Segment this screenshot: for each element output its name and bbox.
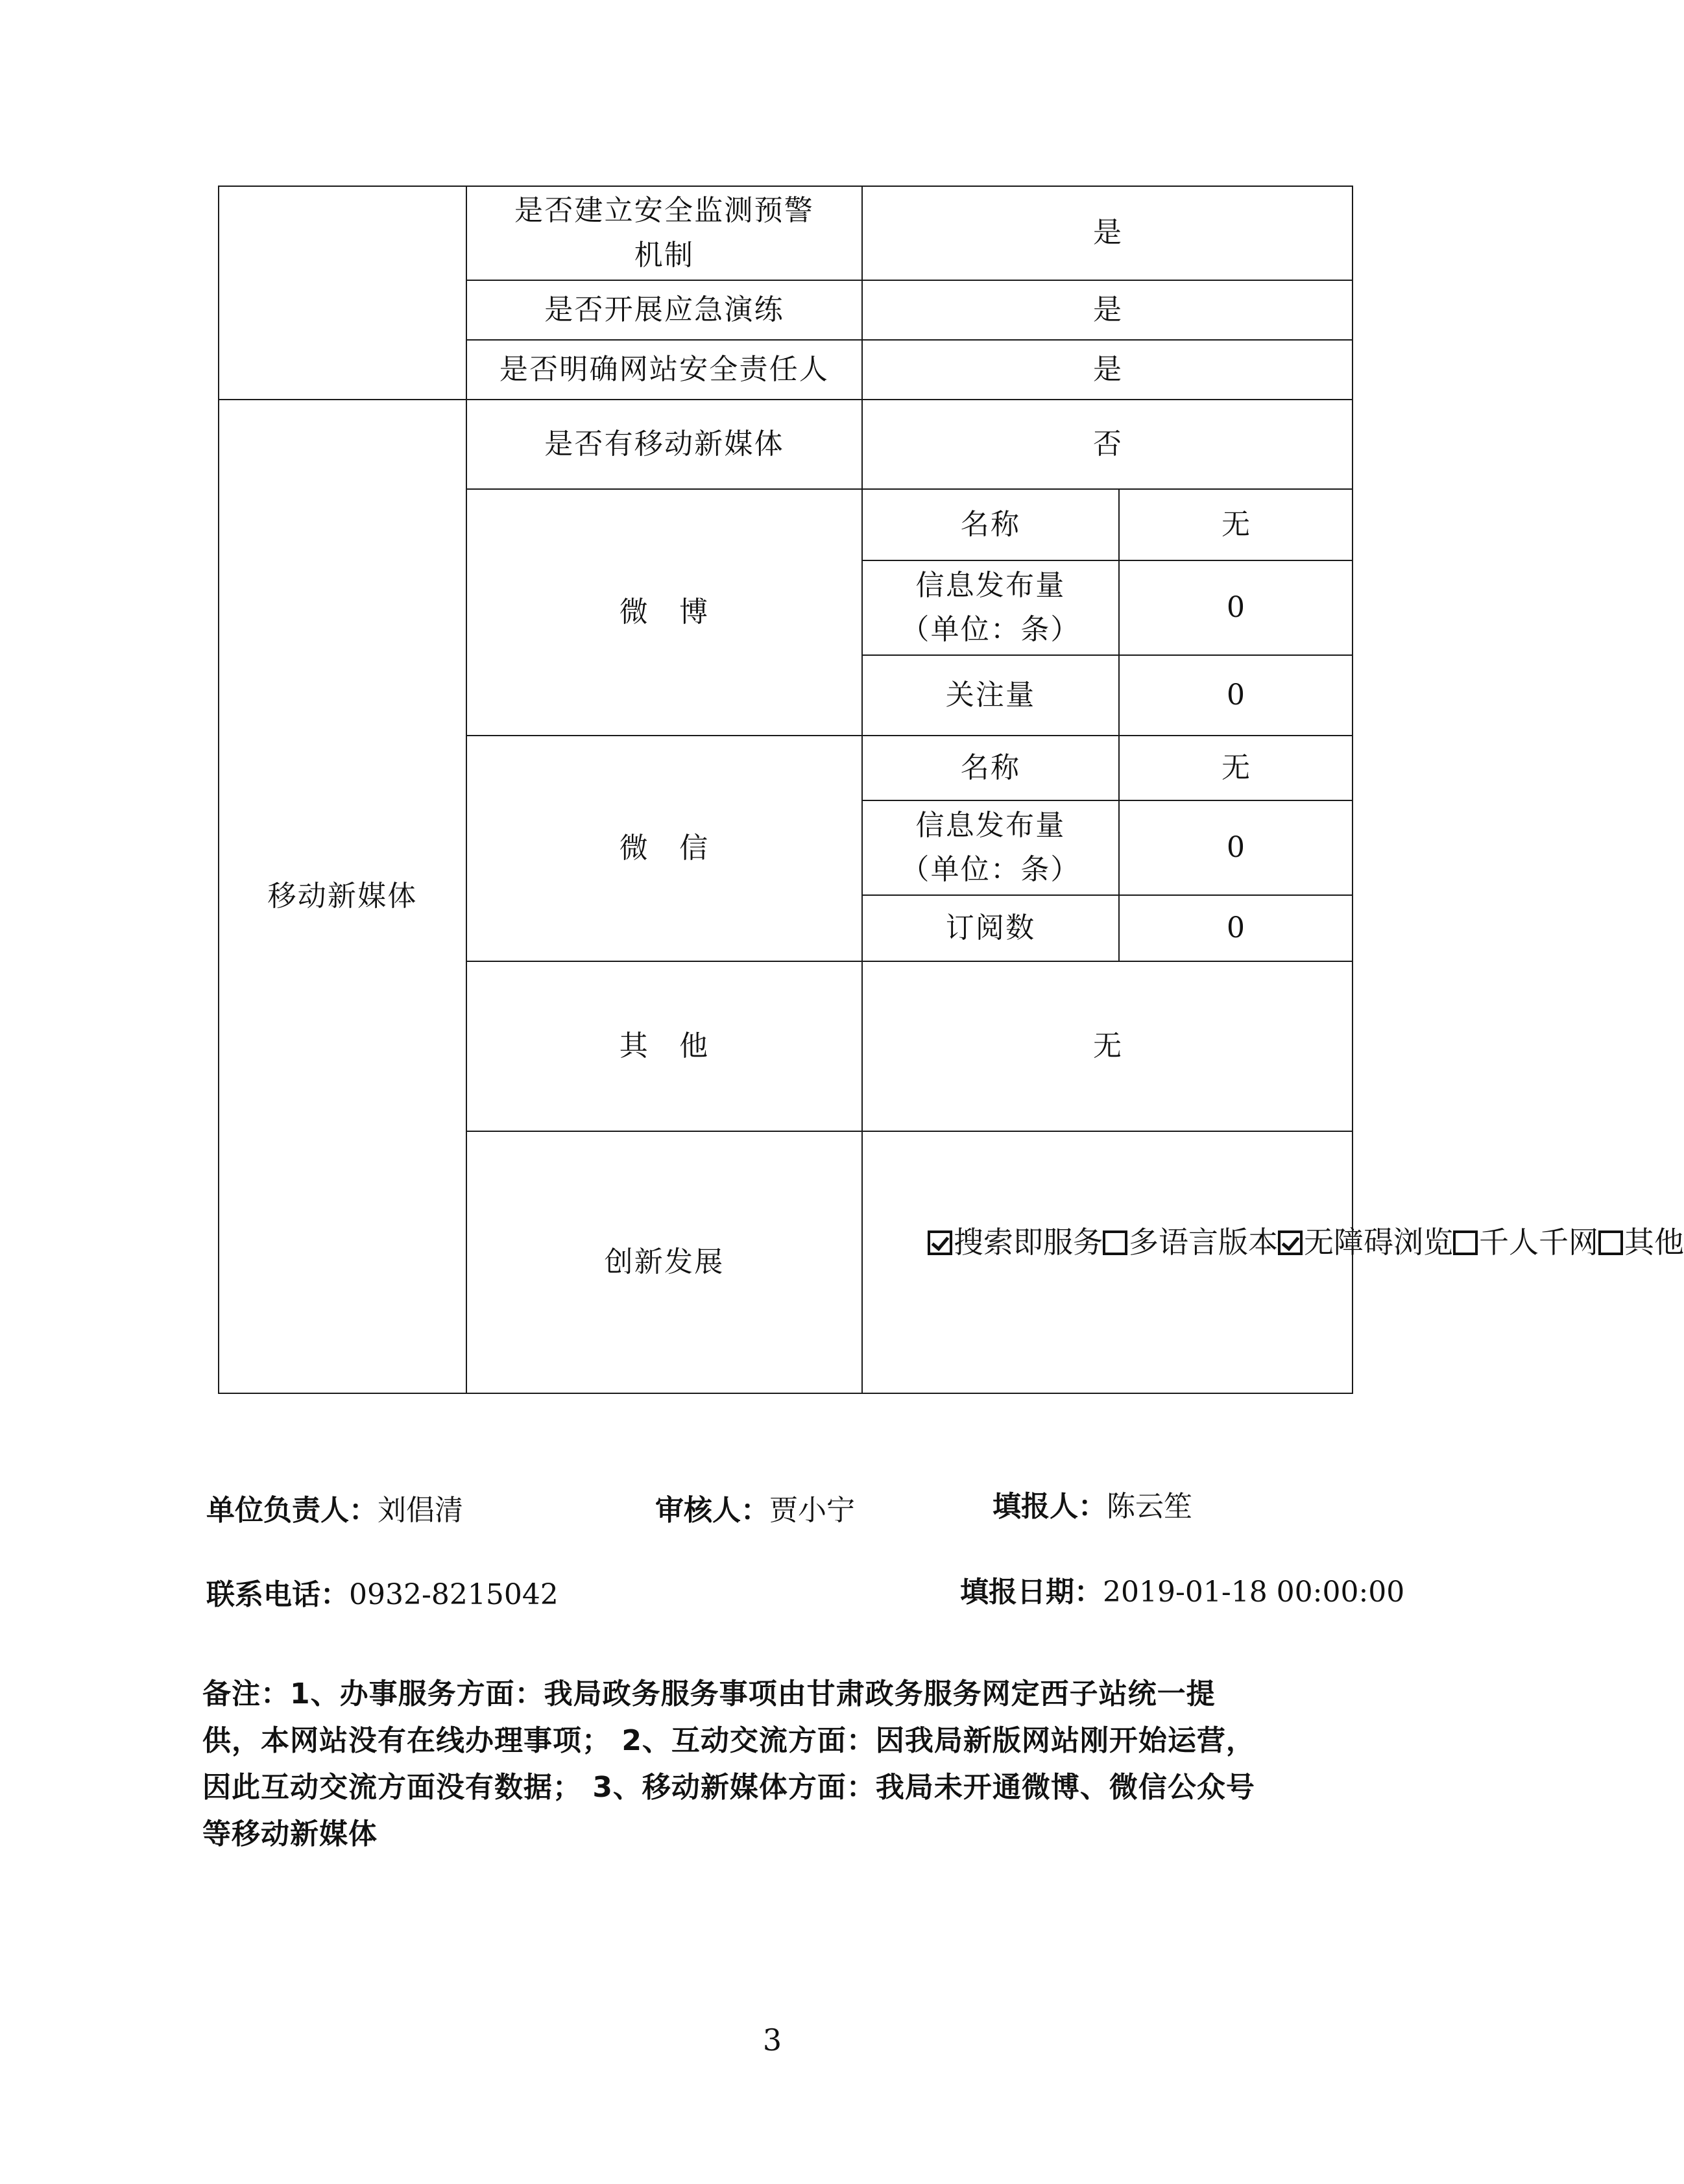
wechat-subs-label: 订阅数 bbox=[862, 895, 1119, 961]
weibo-followers-value: 0 bbox=[1119, 655, 1353, 736]
reviewer-name: 贾小宁 bbox=[769, 1494, 855, 1527]
weibo-name-label: 名称 bbox=[862, 489, 1119, 560]
date-value: 2019-01-18 00:00:00 bbox=[1103, 1576, 1405, 1609]
security-monitoring-label: 是否建立安全监测预警 机制 bbox=[466, 186, 862, 280]
weibo-followers-label: 关注量 bbox=[862, 655, 1119, 736]
innovation-options-cell bbox=[862, 1131, 1684, 1393]
fill-date: 填报日期：2019-01-18 00:00:00 bbox=[960, 1576, 1405, 1609]
other-media-value: 无 bbox=[862, 961, 1353, 1131]
table-row bbox=[219, 400, 1353, 489]
report-table bbox=[218, 186, 1684, 1394]
contact-phone: 联系电话：0932-8215042 bbox=[206, 1578, 559, 1611]
option-label: 其他 bbox=[1624, 1225, 1684, 1260]
checkbox-other[interactable] bbox=[1598, 1230, 1623, 1255]
wechat-subs-value: 0 bbox=[1119, 895, 1353, 961]
reviewer: 审核人：贾小宁 bbox=[655, 1494, 855, 1527]
remarks bbox=[202, 1671, 1344, 1858]
wechat-posts-value: 0 bbox=[1119, 800, 1353, 895]
remarks-line: 等移动新媒体 bbox=[202, 1818, 378, 1851]
mobile-media-section-label: 移动新媒体 bbox=[219, 400, 466, 1393]
option-label: 多语言版本 bbox=[1129, 1225, 1278, 1260]
has-mobile-media-value: 否 bbox=[862, 400, 1353, 489]
weibo-label: 微 博 bbox=[466, 489, 862, 736]
has-mobile-media-label: 是否有移动新媒体 bbox=[466, 400, 862, 489]
checkbox-search-service[interactable] bbox=[928, 1230, 952, 1255]
other-media-label: 其 他 bbox=[466, 961, 862, 1131]
option-label: 搜索即服务 bbox=[954, 1225, 1103, 1260]
emergency-drill-value: 是 bbox=[862, 280, 1353, 340]
unit-head: 单位负责人：刘倡清 bbox=[206, 1494, 463, 1527]
option-label: 无障碍浏览 bbox=[1304, 1225, 1453, 1260]
weibo-posts-label: 信息发布量 （单位：条） bbox=[862, 560, 1119, 655]
wechat-name-label: 名称 bbox=[862, 736, 1119, 800]
wechat-posts-label: 信息发布量 （单位：条） bbox=[862, 800, 1119, 895]
checkbox-personalized[interactable] bbox=[1453, 1230, 1478, 1255]
phone-number: 0932-8215042 bbox=[349, 1578, 559, 1611]
security-owner-label: 是否明确网站安全责任人 bbox=[466, 340, 862, 400]
checkbox-multilingual[interactable] bbox=[1103, 1230, 1127, 1255]
filler: 填报人：陈云笙 bbox=[992, 1490, 1192, 1523]
security-owner-value: 是 bbox=[862, 340, 1353, 400]
wechat-label: 微 信 bbox=[466, 736, 862, 961]
table-row bbox=[219, 186, 1353, 280]
security-monitoring-value: 是 bbox=[862, 186, 1353, 280]
innovation-section-label: 创新发展 bbox=[466, 1131, 862, 1393]
checkbox-accessibility[interactable] bbox=[1278, 1230, 1303, 1255]
remarks-line: 因此互动交流方面没有数据； 3、移动新媒体方面：我局未开通微博、微信公众号 bbox=[202, 1771, 1255, 1804]
wechat-name-value: 无 bbox=[1119, 736, 1353, 800]
innovation-options bbox=[863, 1219, 1684, 1266]
unit-head-name: 刘倡清 bbox=[378, 1494, 463, 1527]
remarks-line: 备注：1、办事服务方面：我局政务服务事项由甘肃政务服务网定西子站统一提 bbox=[202, 1677, 1216, 1710]
page-number: 3 bbox=[762, 2022, 782, 2058]
security-section-cell bbox=[219, 186, 466, 400]
weibo-name-value: 无 bbox=[1119, 489, 1353, 560]
emergency-drill-label: 是否开展应急演练 bbox=[466, 280, 862, 340]
option-label: 千人千网 bbox=[1479, 1225, 1598, 1260]
weibo-posts-value: 0 bbox=[1119, 560, 1353, 655]
filler-name: 陈云笙 bbox=[1107, 1490, 1192, 1523]
remarks-line: 供，本网站没有在线办理事项； 2、互动交流方面：因我局新版网站刚开始运营， bbox=[202, 1724, 1255, 1757]
